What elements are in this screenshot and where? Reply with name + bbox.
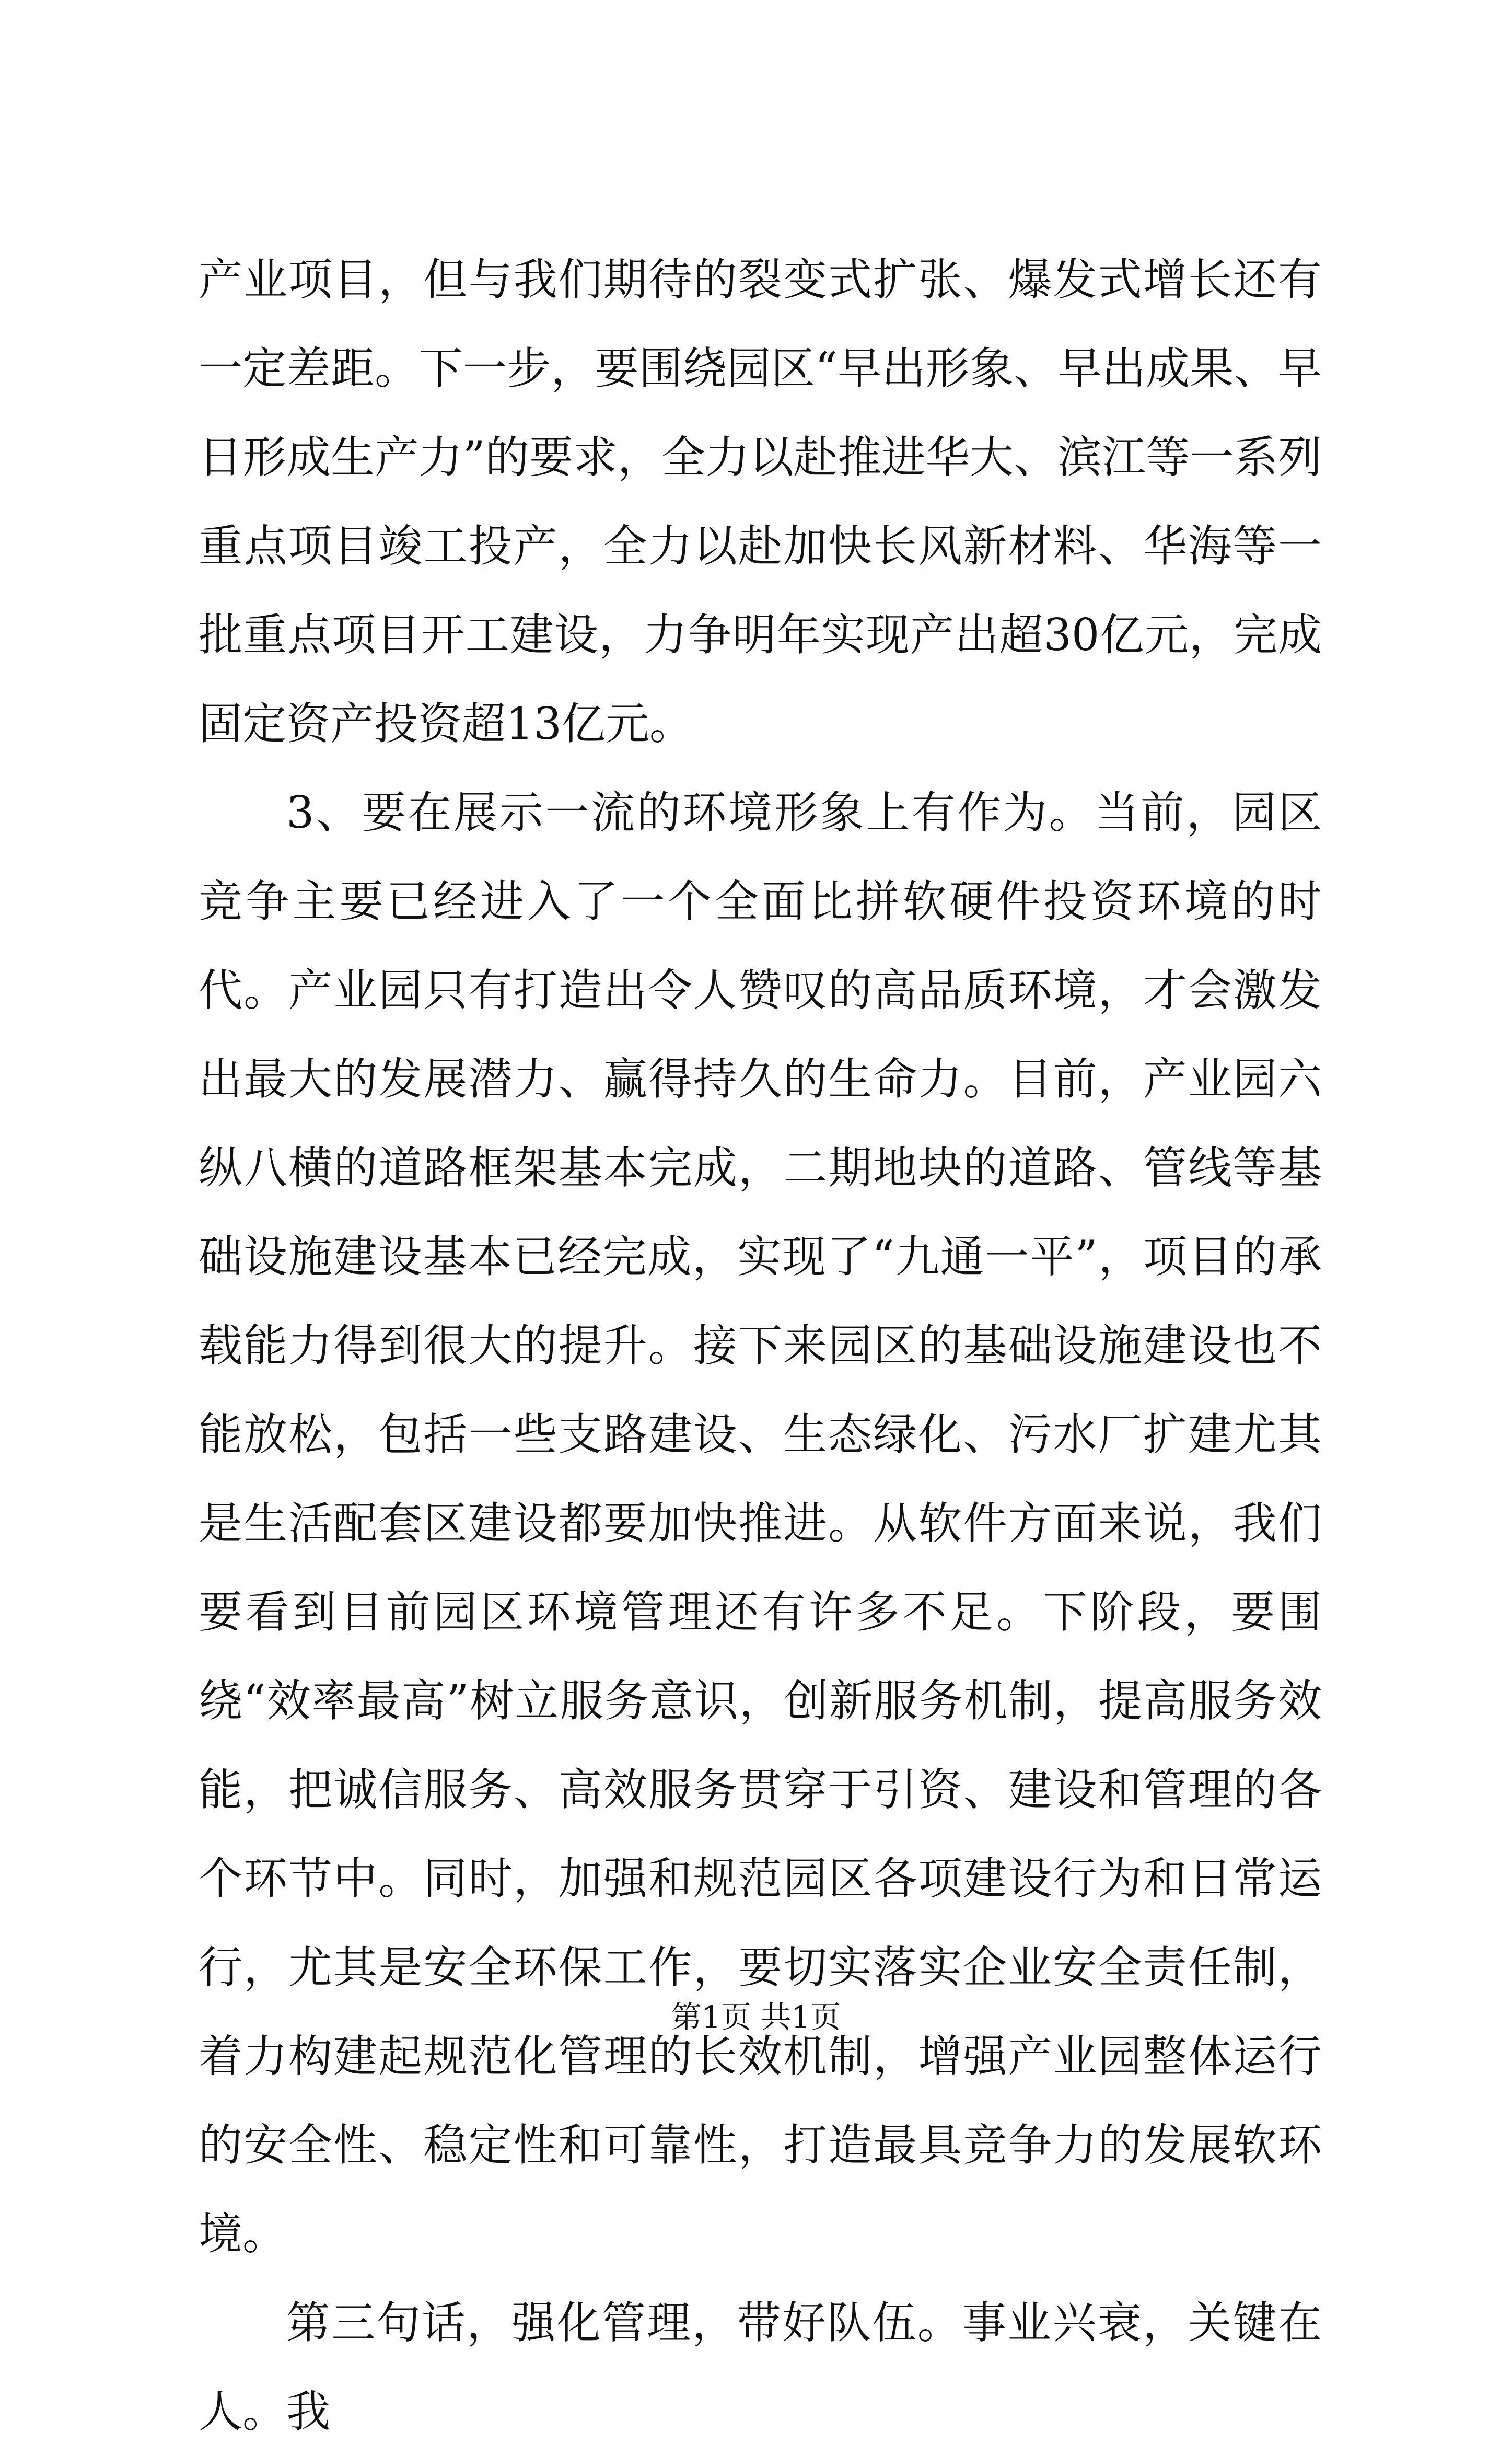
paragraph-continuation: 产业项目，但与我们期待的裂变式扩张、爆发式增长还有一定差距。下一步，要围绕园区“早出形象、早出成果、早日形成生产力”的要求，全力以赴推进华大、滨江等一系列重点项目竣工投产，全力以赴加快长风新材料、华海等一批重点项目开工建设，力争明年实现产出超30亿元，完成固定资产投资超13亿元。 — [199, 254, 1322, 749]
paragraph-environment: 3、要在展示一流的环境形象上有作为。当前，园区竞争主要已经进入了一个全面比拼软硬件投资环境的时代。产业园只有打造出令人赞叹的高品质环境，才会激发出最大的发展潜力、赢得持久的生命力。目前，产业园六纵八横的道路框架基本完成，二期地块的道路、管线等基础设施建设基本已经完成，实现了“九通一平”，项目的承载能力得到很大的提升。接下来园区的基础设施建设也不能放松，包括一些支路建设、生态绿化、污水厂扩建尤其是生活配套区建设都要加快推进。从软件方面来说，我们要看到目前园区环境管理还有许多不足。下阶段，要围绕“效率最高”树立服务意识，创新服务机制，提高服务效能，把诚信服务、高效服务贯穿于引资、建设和管理的各个环节中。同时，加强和规范园区各项建设行为和日常运行，尤其是安全环保工作，要切实落实企业安全责任制，着力构建起规范化管理的长效机制，增强产业园整体运行的安全性、稳定性和可靠性，打造最具竞争力的发展软环境。 — [199, 787, 1322, 2260]
page-footer: 第1页 共1页 — [671, 1999, 841, 2035]
body-text — [199, 235, 1322, 2456]
paragraph-management: 第三句话，强化管理，带好队伍。事业兴衰，关键在人。我 — [199, 2297, 1322, 2437]
